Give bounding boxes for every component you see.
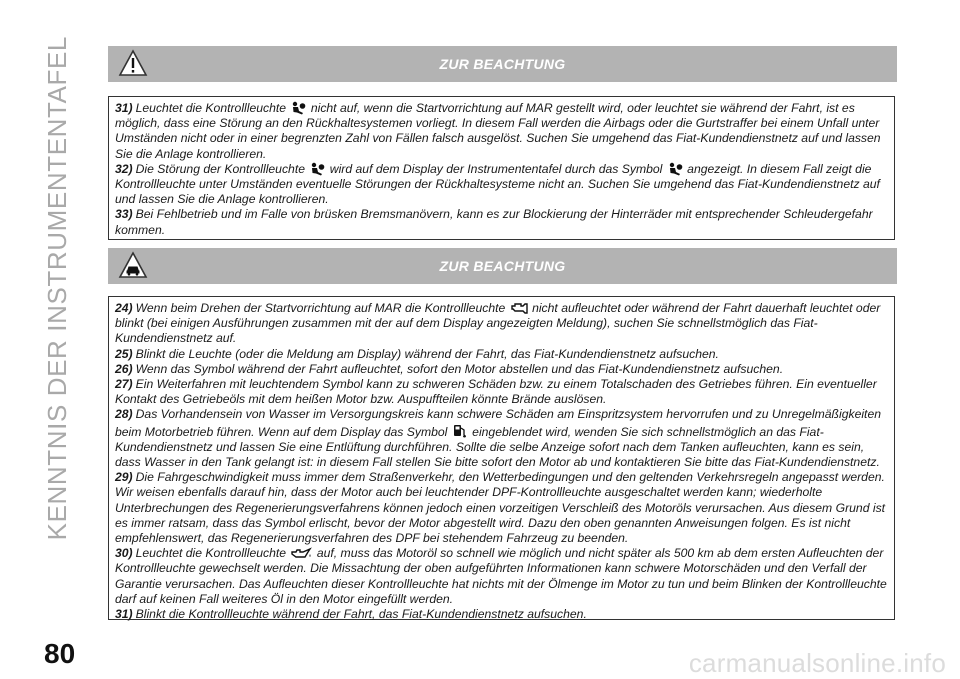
airbag-icon [309,162,325,176]
airbag-icon [667,162,683,176]
note-number: 32) [115,161,133,176]
note-text: Ein Weiterfahren mit leuchtendem Symbol kann zu schweren Schäden bzw. zu einem Totalschaden des Getriebes führen. Ein eventueller Kontakt des Getriebeöls mit dem heißen Motor bzw. Auspuffteilen könnte Brände auslösen. [115,377,877,407]
note-text: Wenn beim Drehen der Startvorrichtung auf MAR die Kontrollleuchte [135,301,506,315]
note-30 [115,546,888,607]
airbag-icon [290,101,306,115]
note-29 [115,470,888,546]
side-section-title-text: KENNTNIS DER INSTRUMENTENTAFEL [42,36,72,541]
note-text: Blinkt die Kontrollleuchte während der Fahrt, das Fiat-Kundendienstnetz aufsuchen. [135,607,587,622]
banner-title: ZUR BEACHTUNG [439,258,566,274]
note-text: eingeblendet wird, wenden Sie sich schnellstmöglich an das Fiat-Kundendienstnetz und lassen Sie eine Entlüftung durchführen. Sollte die selbe Anzeige sofort nach dem Tanken aufleuchten, kann es sein, dass Wasser in den Tank gelangt ist: in diesem Fall stellen Sie bitte sofort den Motor ab und kontaktieren Sie bitte das Fiat-Kundendienstnetz. [115,424,880,470]
note-number: 25) [115,346,133,361]
note-number: 24) [115,301,133,315]
oil-can-icon [290,546,312,560]
note-text: Blinkt die Leuchte (oder die Meldung am Display) während der Fahrt, das Fiat-Kundendienstnetz aufsuchen. [135,346,719,361]
note-33 [115,207,888,237]
note-text: Bei Fehlbetrieb und im Falle von brüsken Bremsmanövern, kann es zur Blockierung der Hinterräder mit entsprechender Schleudergefahr kommen. [115,207,873,237]
note-26 [115,362,888,377]
page-number: 80 [44,638,76,669]
warning-banner-1 [108,46,897,82]
note-27 [115,377,888,407]
banner-title: ZUR BEACHTUNG [439,56,566,72]
note-text: Die Fahrgeschwindigkeit muss immer dem Straßenverkehr, den Wetterbedingungen und den geltenden Verkehrsregeln angepasst werden. Wir weisen ebenfalls darauf hin, dass der Motor auch bei leuchtender DPF-Kontrollleuchte ausgeschaltet werden kann; wiederholte Unterbrechungen des Regenerierungsverfahrens können jedoch einen vorzeitigen Verschleiß des Motoröls verursachen. Aus diesem Grund ist es immer ratsam, dass das Symbol erlischt, bevor der Motor abgestellt wird. Dazu den oben genannten Anweisungen folgen. Es ist nicht empfehlenswert, das Regenerierungsverfahren des DPF bei stehendem Fahrzeug zu beenden. [115,470,886,546]
note-text: wird auf dem Display der Instrumententafel durch das Symbol [329,161,663,176]
note-number: 31) [115,101,133,115]
note-text: Leuchtet die Kontrollleuchte [135,101,287,115]
note-text: Die Störung der Kontrollleuchte [135,161,305,176]
notes-box-1 [108,96,895,240]
note-text: Das Vorhandensein von Wasser im Versorgungskreis kann schwere Schäden am Einspritzsystem hervorrufen und zu Unregelmäßigkeiten beim Motorbetrieb führen. Wenn auf dem Display das Symbol [115,407,881,439]
note-31 [115,101,888,162]
note-number: 33) [115,207,133,222]
note-25 [115,347,888,362]
note-28 [115,407,888,470]
note-number: 28) [115,407,133,422]
note-32 [115,162,888,208]
note-text: auf, muss das Motoröl so schnell wie möglich und nicht später als 500 km ab dem ersten Aufleuchten der Kontrollleuchte gewechselt werden. Die Missachtung der oben aufgeführten Informationen kann schwere Motorschäden und den Verfall der Garantie verursachen. Das Aufleuchten dieser Kontrollleuchte hat nichts mit der Ölmenge im Motor zu tun und beim Blinken der Kontrollleuchte darf auf keinen Fall weiteres Öl in den Motor eingefüllt werden. [115,546,887,606]
note-31b [115,607,888,622]
warning-banner-2 [108,248,897,284]
water-in-fuel-icon [452,423,468,439]
note-text: nicht auf, wenn die Startvorrichtung auf MAR gestellt wird, oder leuchtet sie während der Fahrt, ist es möglich, dass eine Störung an den Rückhaltesystemen vorliegt. In diesem Fall werden die Airbags oder die Gurtstraffer bei einem Unfall unter Umständen nicht oder in einer begrenzten Zahl von Fällen falsch ausgelöst. Suchen Sie umgehend das Fiat-Kundendienstnetz auf und lassen Sie die Anlage kontrollieren. [115,101,881,161]
note-number: 30) [115,546,133,561]
engine-icon [510,301,528,315]
note-number: 31) [115,607,133,622]
watermark: carmanualsonline.info [688,648,946,678]
note-number: 29) [115,470,133,485]
note-text: Leuchtet die Kontrollleuchte [135,546,287,561]
note-text: Wenn das Symbol während der Fahrt aufleuchtet, sofort den Motor abstellen und das Fiat-Kundendienstnetz aufsuchen. [135,361,784,376]
note-number: 26) [115,361,133,376]
notes-box-2 [108,296,895,620]
note-text: nicht aufleuchtet oder während der Fahrt dauerhaft leuchtet oder blinkt (bei einigen Ausführungen zusammen mit der auf dem Display angezeigten Meldung), suchen Sie schnellstmöglich das Fiat-Kundendienstnetz auf. [115,301,881,346]
note-number: 27) [115,377,133,392]
note-text: angezeigt. In diesem Fall zeigt die Kontrollleuchte unter Umständen eventuelle Störungen der Rückhaltesysteme nicht an. Suchen Sie umgehend das Fiat-Kundendienstnetz auf und lassen Sie die Anlage kontrollieren. [115,161,880,207]
side-section-title [42,36,72,626]
note-24 [115,301,888,347]
